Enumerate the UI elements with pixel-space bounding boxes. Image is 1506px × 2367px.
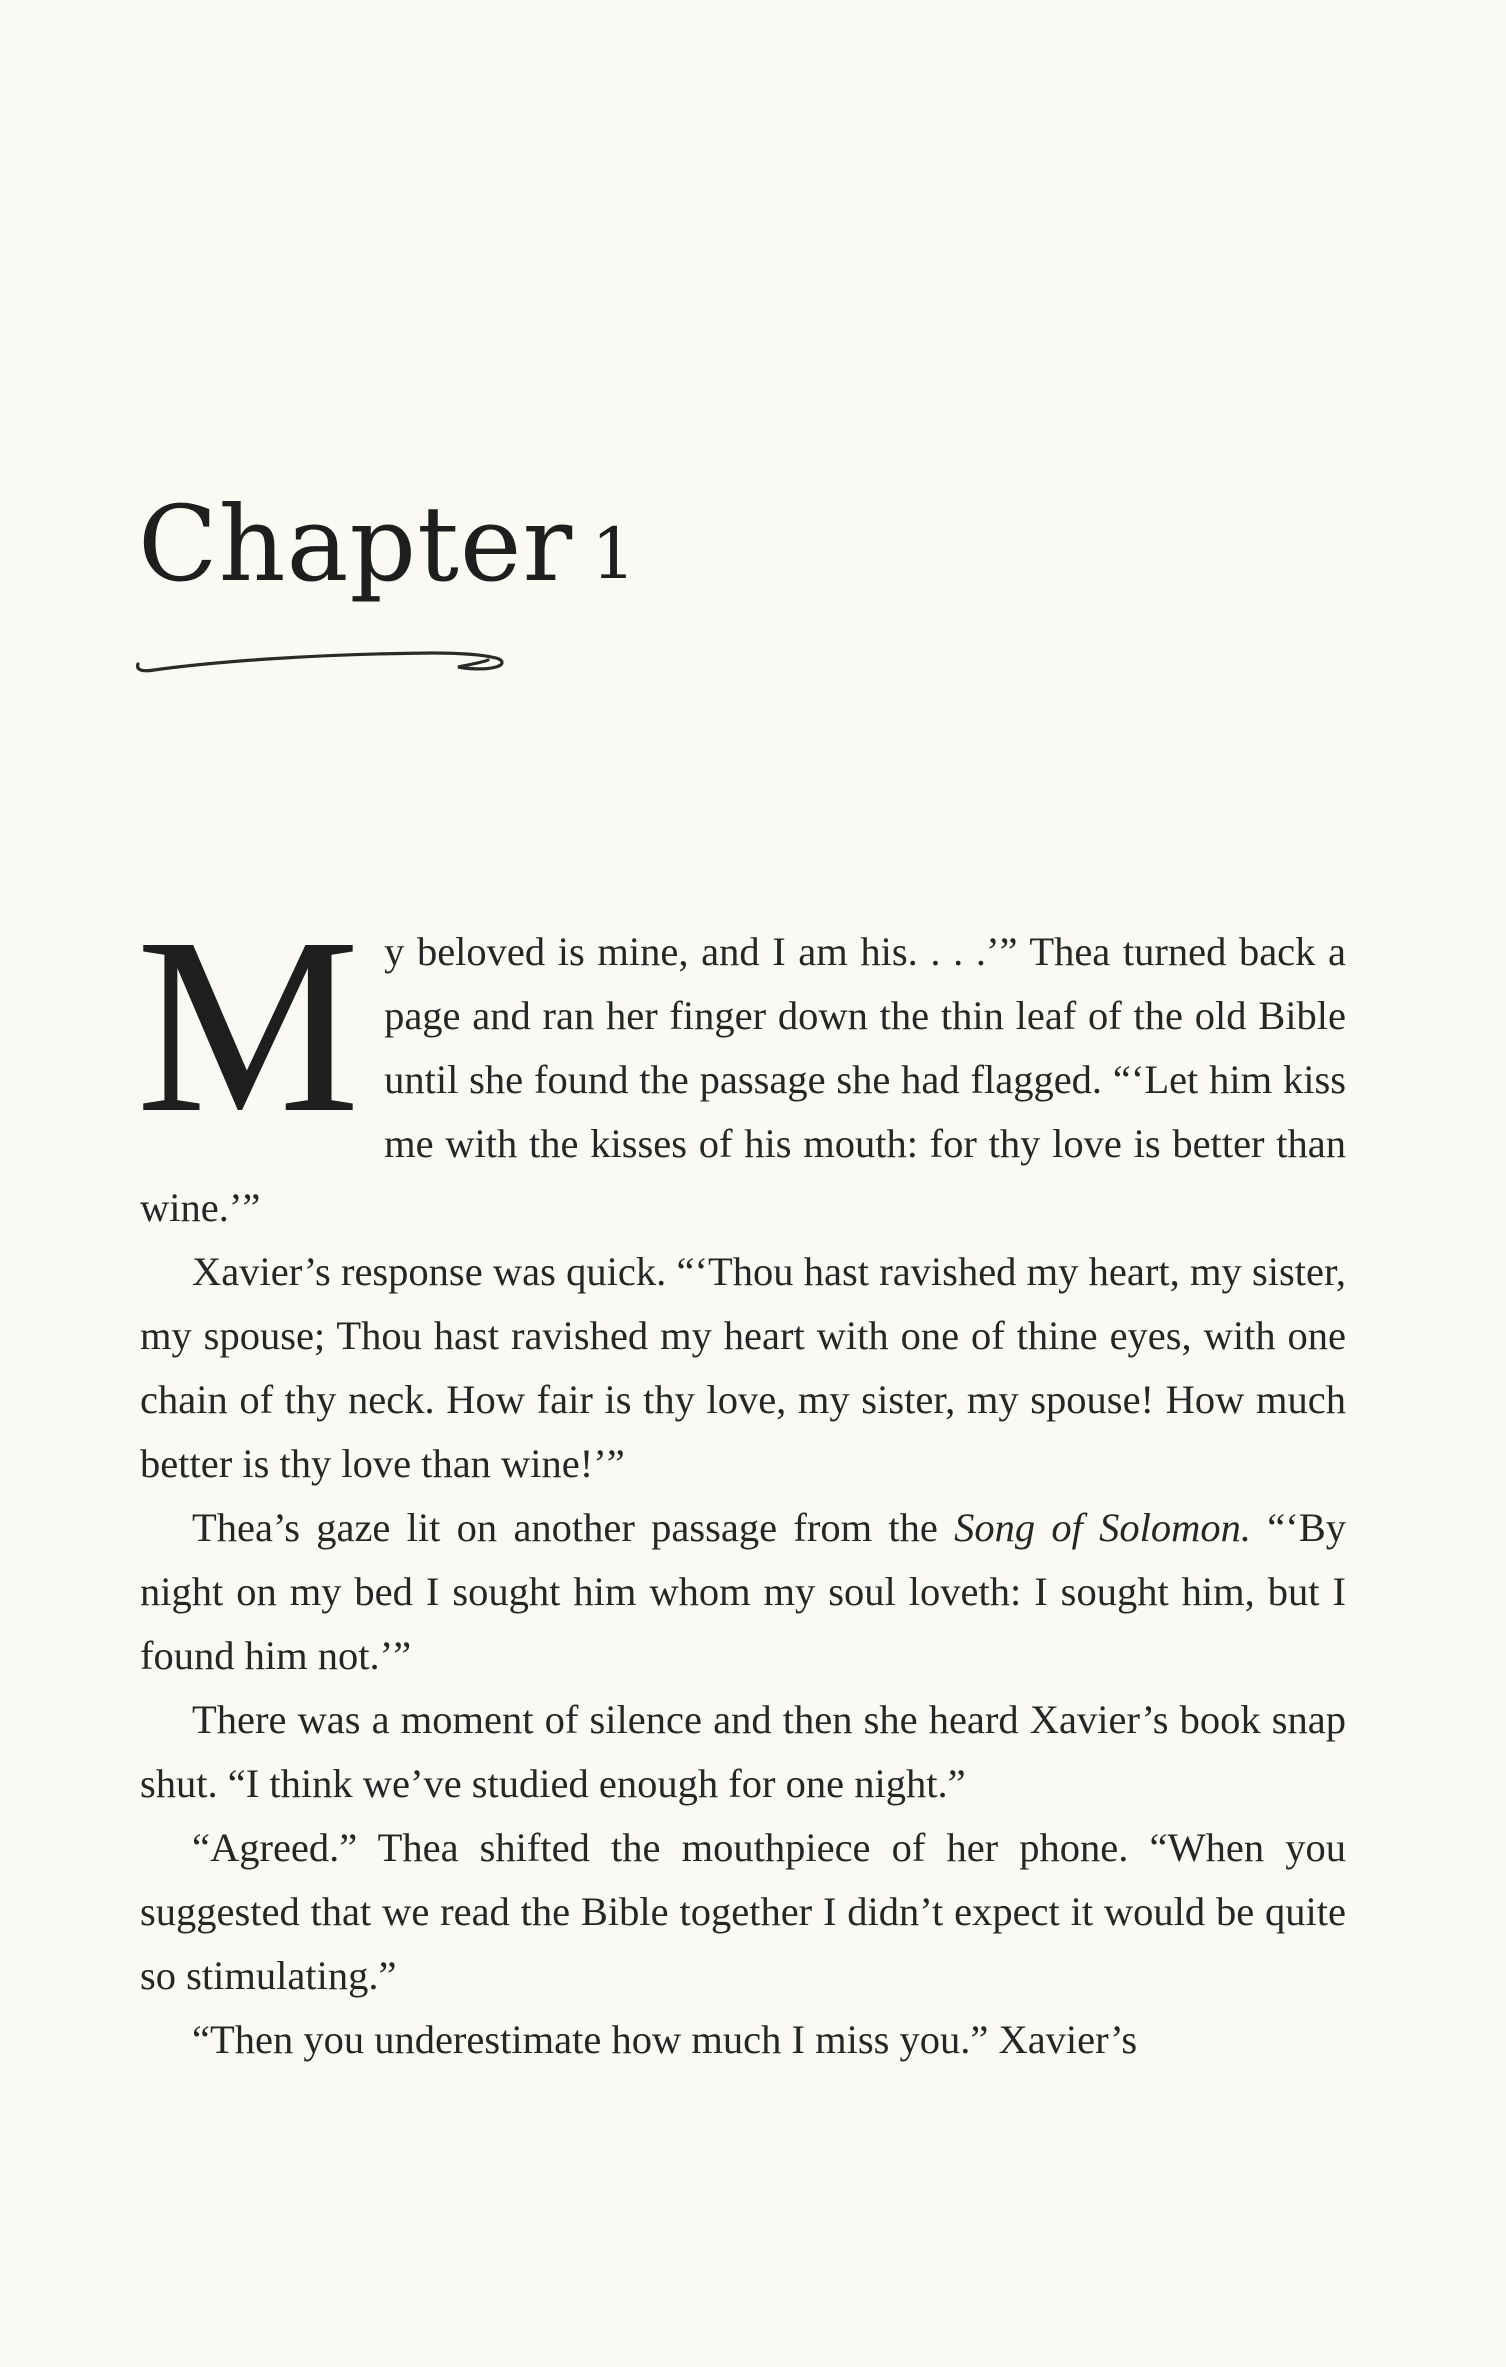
paragraph-1-text: y beloved is mine, and I am his. . . .’” Thea turned back a page and ran her finger down the thin leaf of the old Bible until she found the passage she had flagged. “‘Let him kiss me with the kisses of his mouth: for thy love is better than wine.’” <box>140 929 1346 1230</box>
paragraph-6: “Then you underestimate how much I miss you.” Xavier’s <box>192 2017 1138 2062</box>
chapter-heading <box>138 483 637 605</box>
paragraph-2: Xavier’s response was quick. “‘Thou hast ravished my heart, my sister, my spouse; Thou hast ravished my heart with one of thine eyes, with one chain of thy neck. How fair is thy love, my sister, my spouse! How much better is thy love than wine!’” <box>140 1249 1346 1486</box>
chapter-flourish-ornament <box>132 640 512 680</box>
chapter-label: Chapter <box>138 483 574 605</box>
book-title-italic: Song of Solomon. <box>954 1505 1251 1550</box>
paragraph-3-after: “‘By night on my bed I sought him whom my soul loveth: I sought him, but I found him not.’” <box>140 1505 1346 1678</box>
paragraph-1 <box>136 885 1346 1240</box>
paragraph-3-before: Thea’s gaze lit on another passage from the <box>192 1505 955 1550</box>
drop-cap: M <box>136 885 361 1165</box>
paragraph-5: “Agreed.” Thea shifted the mouthpiece of her phone. “When you suggested that we read the Bible together I didn’t expect it would be quite so stimulating.” <box>140 1825 1346 1998</box>
paragraph-3 <box>140 1496 1346 1688</box>
chapter-number: 1 <box>591 513 637 595</box>
paragraph-4: There was a moment of silence and then she heard Xavier’s book snap shut. “I think we’ve studied enough for one night.” <box>140 1697 1346 1806</box>
chapter-body-text <box>136 885 1346 2072</box>
